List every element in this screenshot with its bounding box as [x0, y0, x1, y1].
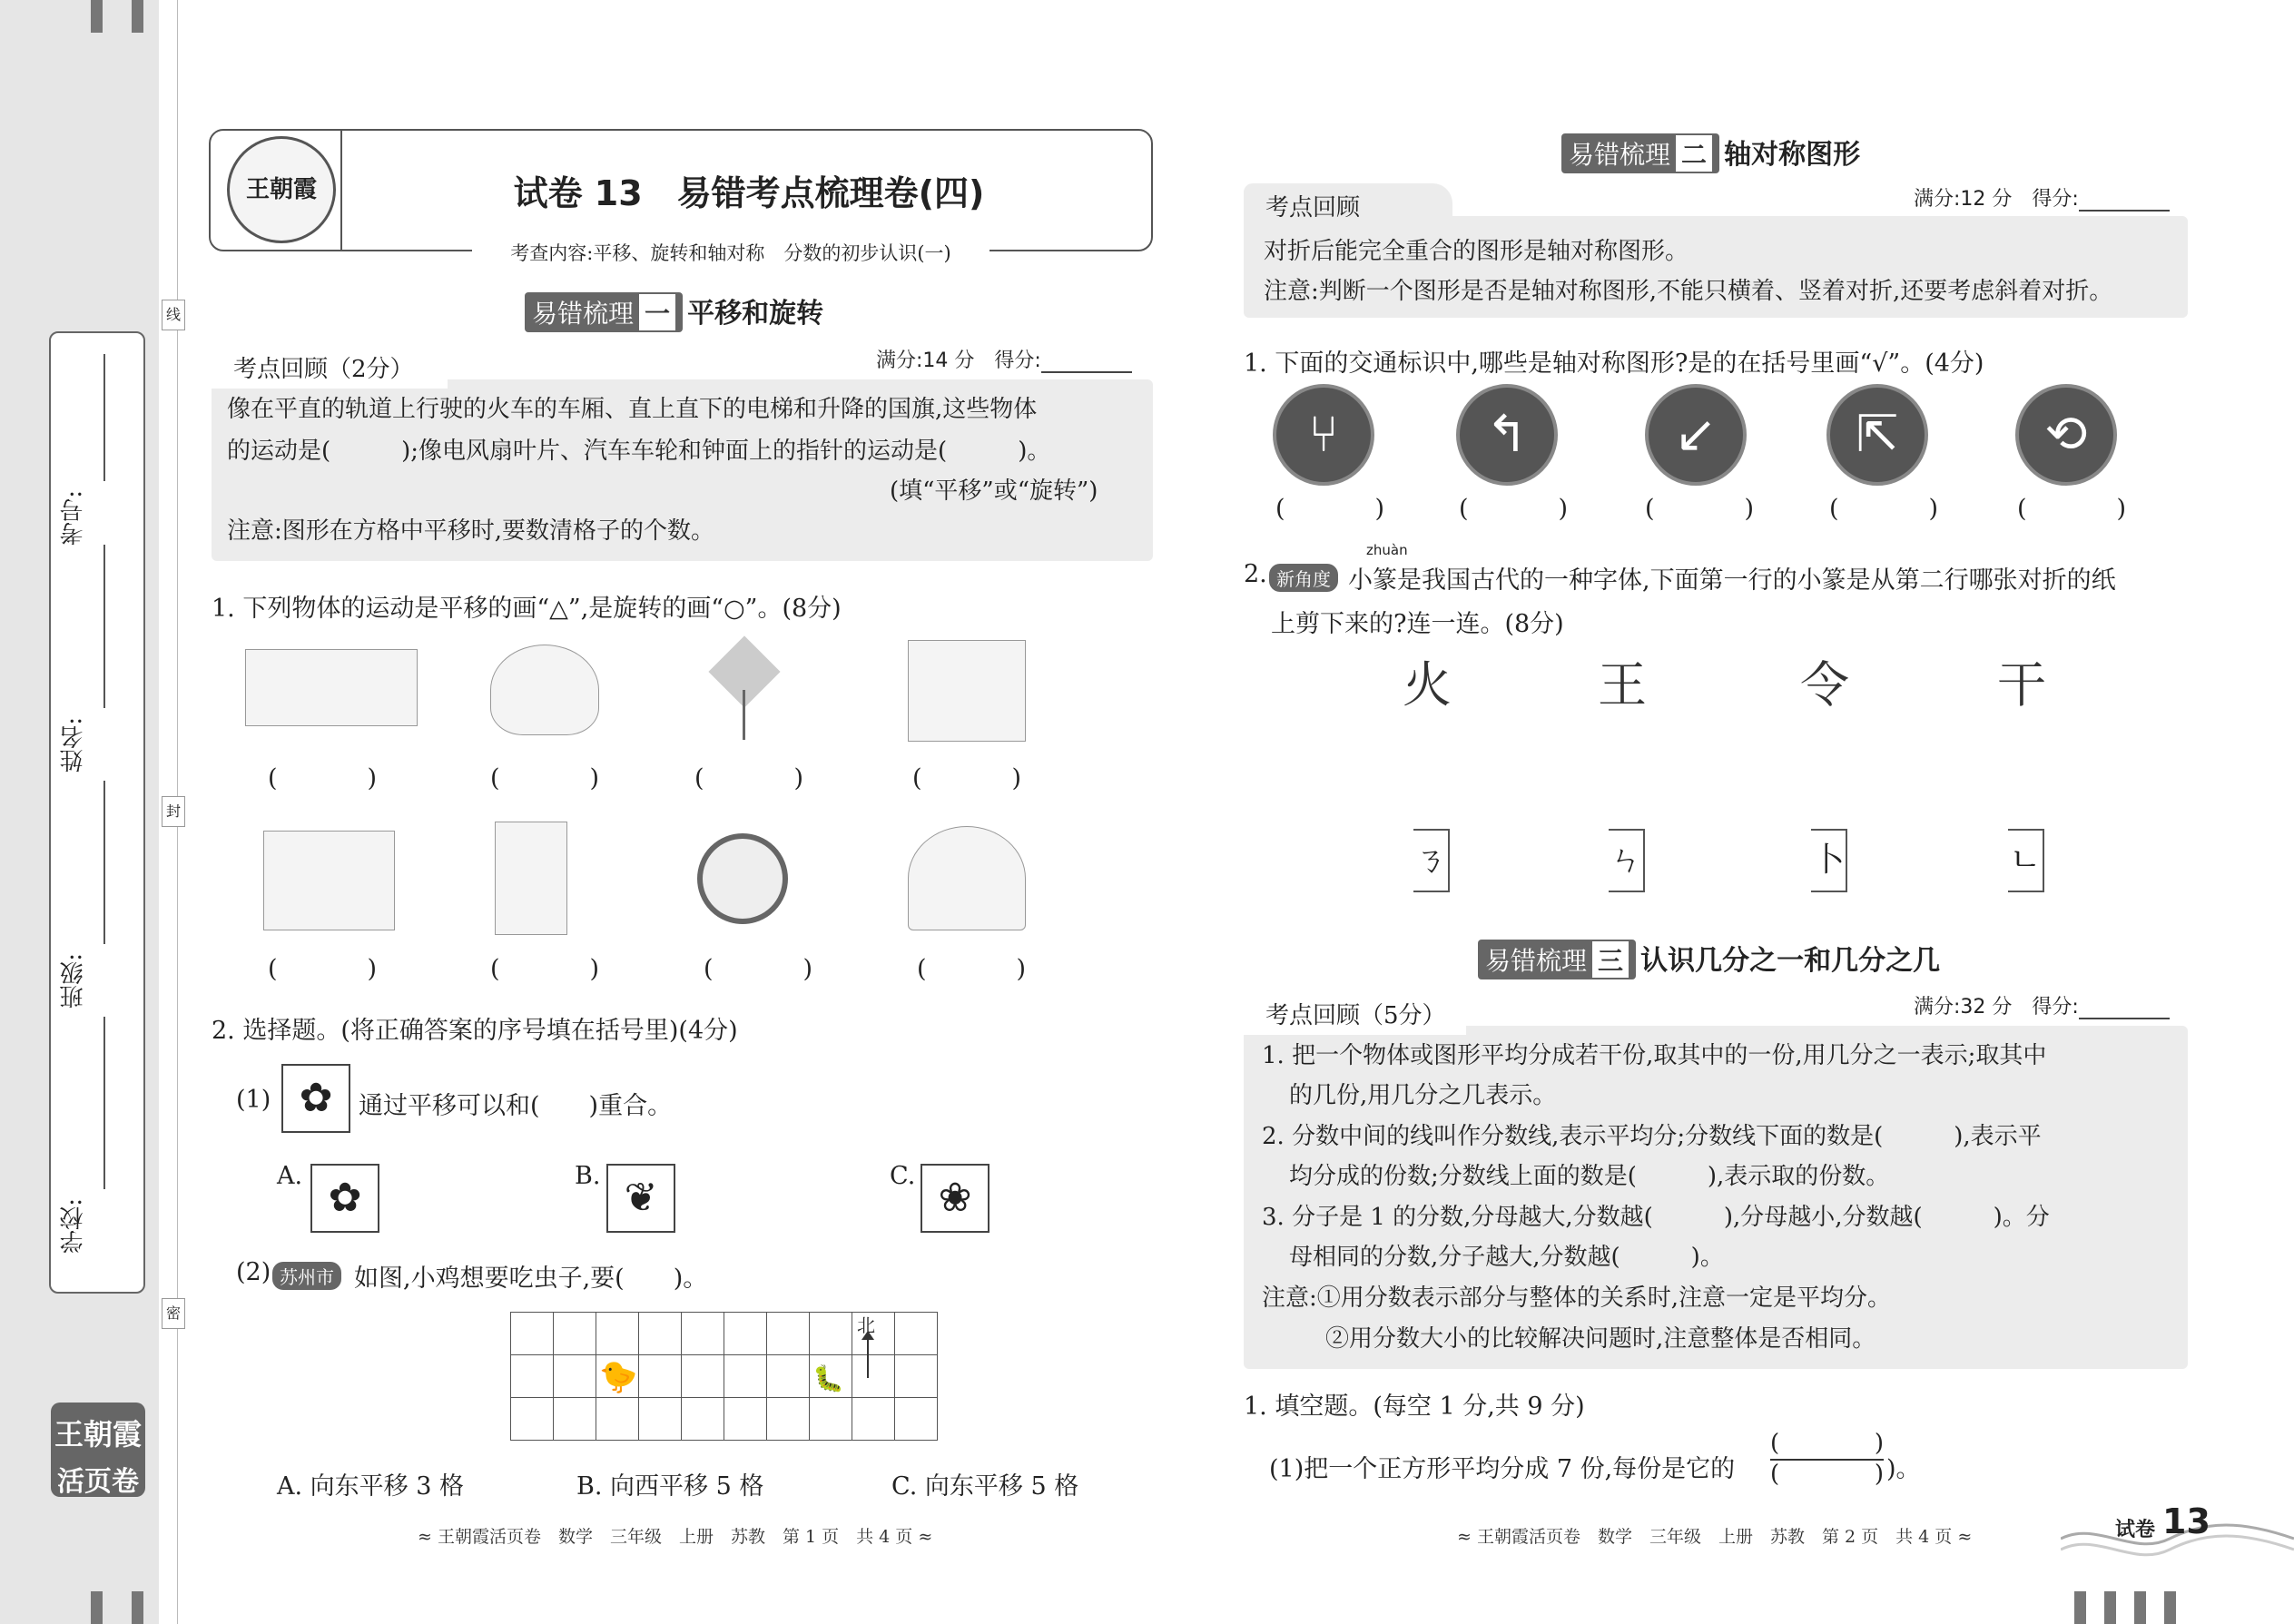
- section3-title: 认识几分之一和几分之几: [1640, 945, 1941, 977]
- question-2: 2. 选择题。(将正确答案的序号填在括号里)(4分): [212, 1017, 738, 1045]
- page-footer-right: ≈ 王朝霞活页卷 数学 三年级 上册 苏教 第 2 页 共 4 页 ≈: [1457, 1527, 1973, 1547]
- new-angle-tag: 新角度: [1269, 564, 1338, 592]
- q2-line2: 上剪下来的?连一连。(8分): [1271, 610, 1564, 638]
- answer-paren[interactable]: ( ): [912, 764, 1021, 792]
- option-a[interactable]: A. 向东平移 3 格: [277, 1472, 465, 1501]
- exam-no-line: [103, 354, 105, 481]
- q2-2-prefix: (2): [236, 1258, 271, 1286]
- chick-icon: 🐤: [599, 1359, 638, 1395]
- score-blank[interactable]: [1041, 351, 1132, 373]
- folded-paper[interactable]: ㄴ: [2008, 829, 2044, 892]
- score-blank[interactable]: [2079, 998, 2170, 1019]
- option-b-label: B.: [575, 1162, 601, 1190]
- exam-content: 考查内容:平移、旋转和轴对称 分数的初步认识(一): [472, 234, 989, 272]
- leaf-shape-figure: ✿: [281, 1064, 350, 1133]
- answer-paren[interactable]: ( ): [268, 764, 377, 792]
- brand-logo-line2: 活页卷: [57, 1466, 139, 1498]
- section3-badge: [1478, 940, 1636, 979]
- tick-mark: [2074, 1591, 2086, 1624]
- tick-mark: [132, 1591, 143, 1624]
- q2-line1: 小篆是我国古代的一种字体,下面第一行的小篆是从第二行哪张对折的纸: [1348, 566, 2116, 595]
- question-1: 1. 下列物体的运动是平移的画“△”,是旋转的画“○”。(8分): [212, 595, 842, 623]
- fraction-numerator[interactable]: ( ): [1770, 1430, 1884, 1457]
- answer-paren[interactable]: ( ): [490, 955, 599, 983]
- section2-title: 轴对称图形: [1724, 139, 1861, 171]
- review-note: 注意:图形在方格中平移时,要数清格子的个数。: [227, 517, 715, 545]
- section1-badge-num: 一: [639, 294, 675, 330]
- region-tag: 苏州市: [272, 1262, 341, 1290]
- section3-review-tab: 考点回顾（5分）: [1244, 991, 1466, 1035]
- section3-score-label: 满分:32 分 得分:: [1914, 996, 2079, 1019]
- review-note: 注意:判断一个图形是否是轴对称图形,不能只横着、竖着对折,还要考虑斜着对折。: [1264, 278, 2113, 305]
- seal-script-glyph[interactable]: 王: [1598, 656, 1647, 714]
- review-text: 1. 把一个物体或图形平均分成若干份,取其中的一份,用几分之一表示;取其中: [1262, 1042, 2047, 1069]
- page-title: 试卷 13 易错考点梳理卷(四): [513, 173, 985, 213]
- review-text: 2. 分数中间的线叫作分数线,表示平均分;分数线下面的数是( ),表示平: [1262, 1123, 2042, 1150]
- abacus-image: [245, 649, 418, 726]
- pinyin-annotation: zhuàn: [1366, 542, 1408, 558]
- exam-no-label: 考号:: [60, 490, 87, 546]
- student-info-card: [49, 331, 145, 1294]
- school-label: 学校:: [60, 1198, 87, 1254]
- review-text: (填“平移”或“旋转”): [890, 477, 1098, 505]
- section2-score: [1914, 183, 2170, 212]
- section2-heading: [1561, 132, 1860, 173]
- review-text: 像在平直的轨道上行驶的火车的车厢、直上直下的电梯和升降的国旗,这些物体: [227, 396, 1038, 423]
- header-divider: [340, 129, 342, 251]
- option-b[interactable]: B. 向西平移 5 格: [576, 1472, 764, 1501]
- answer-paren[interactable]: ( ): [1459, 495, 1568, 523]
- seal-script-glyph[interactable]: 火: [1403, 656, 1452, 714]
- q2-2-text: 如图,小鸡想要吃虫子,要( )。: [354, 1265, 708, 1293]
- page-footer-left: ≈ 王朝霞活页卷 数学 三年级 上册 苏教 第 1 页 共 4 页 ≈: [418, 1527, 933, 1547]
- class-line: [103, 781, 105, 944]
- tick-mark: [2104, 1591, 2116, 1624]
- review-text: 3. 分子是 1 的分数,分母越大,分数越( ),分母越小,分数越( )。分: [1262, 1204, 2050, 1231]
- cut-mark: 封: [162, 796, 185, 827]
- option-a-figure[interactable]: ✿: [310, 1164, 379, 1233]
- north-label: 北: [857, 1314, 875, 1336]
- down-left-arrow-sign-icon: ↙: [1645, 384, 1747, 486]
- straight-or-left-sign-icon: ⇱: [1826, 384, 1928, 486]
- section1-score-label: 满分:14 分 得分:: [876, 349, 1041, 372]
- name-line: [103, 545, 105, 708]
- cut-mark: 线: [162, 300, 185, 330]
- q2-1-text: 通过平移可以和( )重合。: [359, 1092, 673, 1120]
- section2-badge-label: 易错梳理: [1569, 140, 1671, 170]
- section2-score-label: 满分:12 分 得分:: [1914, 188, 2079, 211]
- answer-paren[interactable]: ( ): [2017, 495, 2126, 523]
- brand-logo: [51, 1403, 145, 1497]
- answer-paren[interactable]: ( ): [490, 764, 599, 792]
- fraction-denominator[interactable]: ( ): [1770, 1461, 1884, 1488]
- answer-paren[interactable]: ( ): [694, 764, 803, 792]
- folded-paper[interactable]: 卜: [1811, 829, 1847, 892]
- section3-badge-num: 三: [1592, 941, 1629, 978]
- bug-icon: 🐛: [812, 1363, 844, 1393]
- revolving-door-image: [263, 831, 395, 930]
- q1-1-text: (1)把一个正方形平均分成 7 份,每份是它的: [1269, 1455, 1736, 1483]
- cut-mark: 密: [162, 1298, 185, 1329]
- answer-paren[interactable]: ( ): [1275, 495, 1384, 523]
- name-label: 姓名:: [60, 717, 87, 773]
- answer-paren[interactable]: ( ): [704, 955, 812, 983]
- north-arrow-head: [861, 1331, 874, 1340]
- header-seal: 王朝霞: [227, 136, 336, 243]
- question-1: 1. 下面的交通标识中,哪些是轴对称图形?是的在括号里画“√”。(4分): [1244, 349, 1984, 378]
- seal-script-glyph[interactable]: 令: [1800, 656, 1849, 714]
- tick-mark: [132, 0, 143, 33]
- exam-corner-label: 试卷: [2115, 1519, 2156, 1541]
- boy-pushing-box-image: [908, 640, 1026, 742]
- section1-title: 平移和旋转: [687, 298, 824, 330]
- answer-paren[interactable]: ( ): [917, 955, 1026, 983]
- boy-mopping-image: [495, 822, 567, 935]
- section3-badge-label: 易错梳理: [1485, 946, 1588, 976]
- review-text: 均分成的份数;分数线上面的数是( ),表示取的份数。: [1289, 1163, 1890, 1190]
- section1-heading: [525, 290, 823, 332]
- review-note: ②用分数大小的比较解决问题时,注意整体是否相同。: [1325, 1325, 1876, 1353]
- option-c-figure[interactable]: ❀: [921, 1164, 989, 1233]
- class-label: 班级:: [60, 953, 87, 1009]
- tick-mark: [2164, 1591, 2176, 1624]
- review-text: 母相同的分数,分子越大,分数越( )。: [1289, 1244, 1724, 1271]
- exam-corner-number: 13: [2162, 1501, 2210, 1541]
- q2-1-prefix: (1): [236, 1086, 271, 1114]
- section3-heading: [1478, 938, 1940, 979]
- option-c-label: C.: [890, 1162, 916, 1190]
- answer-paren[interactable]: ( ): [1645, 495, 1754, 523]
- section1-score: [876, 345, 1132, 373]
- tick-mark: [91, 1591, 103, 1624]
- sink-image: [490, 645, 599, 735]
- seal-script-glyph[interactable]: 干: [1997, 656, 2046, 714]
- score-blank[interactable]: [2079, 190, 2170, 212]
- wheel-of-fortune-image: [697, 833, 788, 924]
- answer-paren[interactable]: ( ): [1829, 495, 1938, 523]
- section1-badge-label: 易错梳理: [532, 299, 635, 329]
- review-text: 的几份,用几分之几表示。: [1289, 1082, 1557, 1109]
- review-text: 的运动是( );像电风扇叶片、汽车车轮和钟面上的指针的运动是( )。: [227, 438, 1051, 465]
- turn-left-sign-icon: ↰: [1456, 384, 1558, 486]
- option-b-figure[interactable]: ❦: [606, 1164, 675, 1233]
- option-c[interactable]: C. 向东平移 5 格: [891, 1472, 1079, 1501]
- fork-road-sign-icon: ⑂: [1273, 384, 1374, 486]
- fraction-close: )。: [1886, 1455, 1921, 1483]
- section2-review-tab: 考点回顾: [1244, 183, 1452, 225]
- review-note: 注意:①用分数表示部分与整体的关系时,注意一定是平均分。: [1262, 1284, 1892, 1312]
- school-line: [103, 1017, 105, 1189]
- section1-badge: [525, 292, 683, 332]
- roundabout-sign-icon: ⟲: [2015, 384, 2117, 486]
- brand-logo-line1: 王朝霞: [54, 1417, 142, 1452]
- section1-review-tab: 考点回顾（2分）: [212, 345, 448, 389]
- pinwheel-stick: [743, 690, 745, 740]
- review-text: 对折后能完全重合的图形是轴对称图形。: [1264, 238, 1689, 265]
- tick-mark: [91, 0, 103, 33]
- answer-paren[interactable]: ( ): [268, 955, 377, 983]
- section3-score: [1914, 991, 2170, 1019]
- section2-badge: [1561, 133, 1719, 173]
- option-a-label: A.: [277, 1162, 303, 1190]
- section2-badge-num: 二: [1676, 135, 1712, 172]
- q2-number: 2.: [1244, 560, 1267, 588]
- folded-paper[interactable]: ㄣ: [1609, 829, 1645, 892]
- north-arrow: [867, 1336, 869, 1378]
- carousel-image: [908, 826, 1026, 930]
- folded-paper[interactable]: ㄋ: [1413, 829, 1450, 892]
- tick-mark: [2134, 1591, 2146, 1624]
- fraction-blank[interactable]: [1770, 1430, 1884, 1490]
- question-1: 1. 填空题。(每空 1 分,共 9 分): [1244, 1393, 1585, 1421]
